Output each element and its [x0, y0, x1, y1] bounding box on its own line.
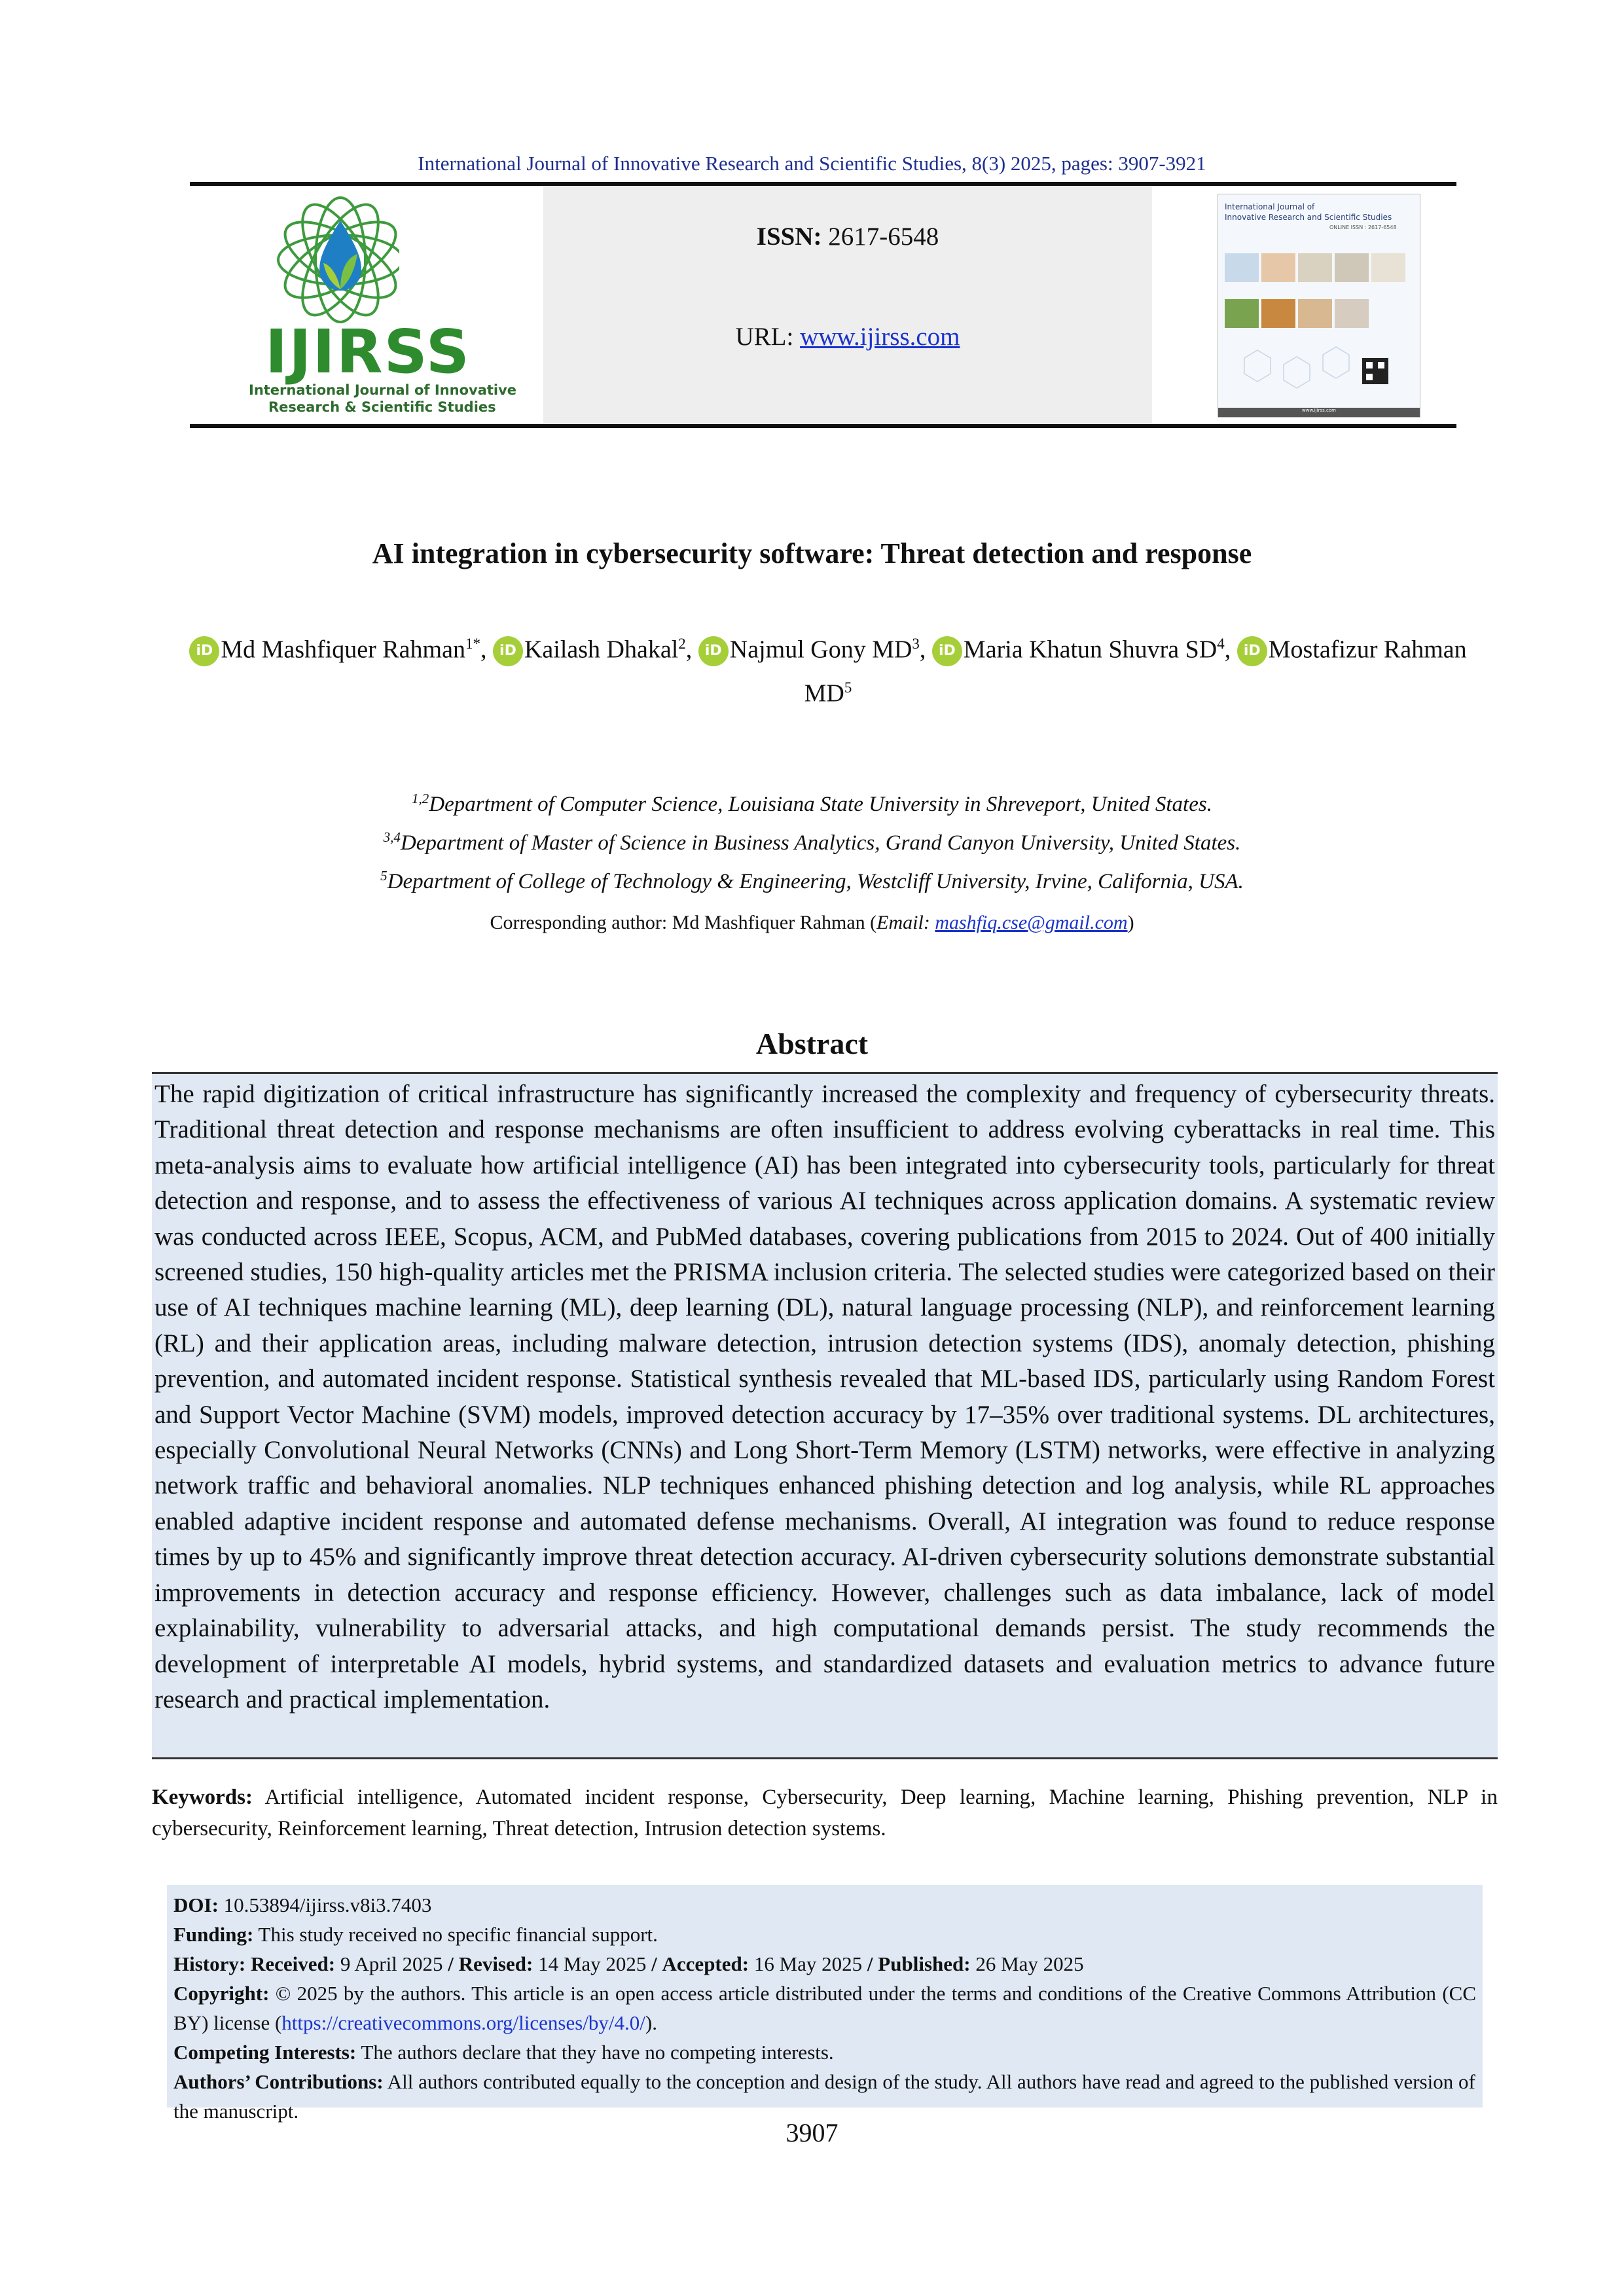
- running-head: International Journal of Innovative Research and Scientific Studies, 8(3) 2025, pages: 3907-3921: [418, 152, 1206, 175]
- logo-subtitle-line1: International Journal of Innovative: [249, 382, 517, 398]
- cover-footer-url: www.ijirss.com: [1302, 408, 1336, 413]
- received-label: Received:: [250, 1952, 336, 1975]
- affiliation-marker: 5: [380, 868, 388, 884]
- orcid-icon[interactable]: iD: [493, 636, 523, 666]
- abstract-heading: Abstract: [755, 1027, 869, 1060]
- ijirss-emblem-icon: [242, 191, 399, 329]
- page-number: 3907: [785, 2118, 839, 2147]
- journal-url-link[interactable]: www.ijirss.com: [800, 323, 960, 351]
- author-name: Najmul Gony MD: [729, 636, 912, 664]
- license-link[interactable]: https://creativecommons.org/licenses/by/4.0/: [281, 2011, 645, 2034]
- revised-date: 14 May 2025: [538, 1952, 647, 1975]
- author-list: [177, 625, 1479, 712]
- competing-value: The authors declare that they have no competing interests.: [361, 2041, 834, 2064]
- competing-label: Competing Interests:: [173, 2041, 357, 2064]
- affiliation-marker: 3,4: [383, 829, 401, 845]
- affiliation-text: Department of Master of Science in Business Analytics, Grand Canyon University, United States.: [400, 831, 1241, 855]
- author-name: Kailash Dhakal: [524, 636, 679, 664]
- received-date: 9 April 2025: [340, 1952, 443, 1975]
- history-separator: /: [448, 1952, 454, 1975]
- affiliation-text: Department of College of Technology & Engineering, Westcliff University, Irvine, California, USA.: [387, 870, 1244, 893]
- author-affiliation-marker: 1*: [465, 636, 480, 652]
- author-separator: ,: [1224, 636, 1237, 664]
- cover-image: [1218, 194, 1420, 418]
- copyright-text: © 2025 by the authors. This article is an open access article distributed under the terms and conditions of the Creative Commons Attribution (CC BY) license (: [173, 1982, 1477, 2034]
- article-title: AI integration in cybersecurity software: Threat detection and response: [372, 537, 1252, 569]
- corresponding-author: [0, 912, 1624, 934]
- orcid-icon[interactable]: iD: [698, 636, 729, 666]
- author-separator: ,: [685, 636, 698, 664]
- abstract-body: The rapid digitization of critical infrastructure has significantly increased the complexity and frequency of cybersecurity threats. Traditional threat detection and response mechanisms are often insufficient to address evolving cyberattacks in real time. This meta-analysis aims to evaluate how artificial intelligence (AI) has been integrated into cybersecurity tools, particularly for threat detection and response, and to assess the effectiveness of various AI techniques across application domains. A systematic review was conducted across IEEE, Scopus, ACM, and PubMed databases, covering publications from 2015 to 2024. Out of 400 initially screened studies, 150 high-quality articles met the PRISMA inclusion criteria. The selected studies were categorized based on their use of AI techniques machine learning (ML), deep learning (DL), natural language processing (NLP), and reinforcement learning (RL) and their application areas, including malware detection, intrusion detection systems (IDS), anomaly detection, phishing prevention, and automated incident response. Statistical synthesis revealed that ML-based IDS, particularly using Random Forest and Support Vector Machine (SVM) models, improved detection accuracy by 17–35% over traditional systems. DL architectures, especially Convolutional Neural Networks (CNNs) and Long Short-Term Memory (LSTM) networks, were effective in analyzing network traffic and behavioral anomalies. NLP techniques enhanced phishing detection and log analysis, while RL approaches enabled adaptive incident response and automated defense mechanisms. Overall, AI integration was found to reduce response times by up to 45% and significantly improve threat detection accuracy. AI-driven cybersecurity solutions demonstrate substantial improvements in detection accuracy and response efficiency. However, challenges such as data imbalance, lack of model explainability, vulnerability to adversarial attacks, and high computational demands persist. The study recommends the development of interpretable AI models, hybrid systems, and standardized datasets and evaluation metrics to advance future research and practical implementation.: [152, 1074, 1498, 1759]
- affiliation-line: [0, 782, 1624, 821]
- corresponding-suffix: ): [1127, 912, 1134, 933]
- article-metadata-box: [167, 1885, 1483, 2123]
- journal-cover-thumbnail: [1152, 186, 1456, 424]
- copyright-row: [173, 1979, 1476, 2037]
- competing-interests-row: [173, 2037, 1476, 2067]
- author-affiliation-marker: 2: [678, 636, 686, 652]
- cover-photo-collage-icon: [1218, 194, 1420, 418]
- affiliation-line: [0, 821, 1624, 859]
- logo-subtitle-line2: Research & Scientific Studies: [268, 399, 496, 415]
- doi-label: DOI:: [173, 1893, 219, 1916]
- history-separator: /: [867, 1952, 873, 1975]
- revised-label: Revised:: [458, 1952, 533, 1975]
- author-separator: ,: [480, 636, 493, 664]
- issn-label: ISSN:: [756, 223, 822, 251]
- affiliation-marker: 1,2: [412, 791, 429, 806]
- author-name: Md Mashfiquer Rahman: [221, 636, 465, 664]
- keywords-label: Keywords:: [152, 1785, 253, 1809]
- journal-logo: [190, 186, 543, 424]
- email-label: Email:: [876, 912, 930, 933]
- author-name: Mostafizur Rahman MD: [804, 636, 1467, 708]
- copyright-label: Copyright:: [173, 1982, 270, 2005]
- published-label: Published:: [878, 1952, 971, 1975]
- orcid-icon[interactable]: iD: [932, 636, 962, 666]
- keywords-text: Artificial intelligence, Automated incident response, Cybersecurity, Deep learning, Machine learning, Phishing prevention, NLP in cybersecurity, Reinforcement learning, Threat detection, Intrusion detection systems.: [152, 1785, 1498, 1840]
- funding-label: Funding:: [173, 1923, 254, 1946]
- orcid-icon[interactable]: iD: [1237, 636, 1267, 666]
- corresponding-prefix: Corresponding author: Md Mashfiquer Rahman (: [490, 912, 877, 933]
- issn-line: [543, 222, 1152, 251]
- author-affiliation-marker: 4: [1217, 636, 1225, 652]
- author-affiliation-marker: 5: [844, 679, 852, 696]
- author-separator: ,: [919, 636, 932, 664]
- accepted-label: Accepted:: [662, 1952, 749, 1975]
- logo-wordmark: IJIRSS: [265, 317, 471, 387]
- journal-info-panel: [543, 186, 1152, 424]
- history-label: History:: [173, 1952, 246, 1975]
- published-date: 26 May 2025: [975, 1952, 1084, 1975]
- orcid-icon[interactable]: iD: [189, 636, 219, 666]
- funding-row: [173, 1920, 1476, 1949]
- accepted-date: 16 May 2025: [753, 1952, 863, 1975]
- author-affiliation-marker: 3: [912, 636, 920, 652]
- copyright-end: ).: [645, 2011, 657, 2034]
- journal-masthead: [190, 182, 1456, 428]
- cover-title-line2: Innovative Research and Scientific Studies: [1225, 213, 1392, 222]
- history-separator: /: [651, 1952, 657, 1975]
- doi-row: [173, 1890, 1476, 1920]
- url-label: URL:: [735, 323, 794, 351]
- contrib-value: All authors contributed equally to the conception and design of the study. All authors have read and agreed to the published version of the manuscript.: [173, 2070, 1475, 2123]
- cover-footer-bar: [1218, 408, 1420, 417]
- issn-value: 2617-6548: [828, 223, 939, 251]
- affiliations: [0, 782, 1624, 898]
- cover-title-line1: International Journal of: [1225, 202, 1315, 211]
- funding-value: This study received no specific financial support.: [258, 1923, 658, 1946]
- contrib-label: Authors’ Contributions:: [173, 2070, 384, 2093]
- history-row: [173, 1949, 1476, 1979]
- keywords: [152, 1782, 1498, 1844]
- cover-issn: ONLINE ISSN : 2617-6548: [1329, 224, 1397, 230]
- affiliation-line: [0, 859, 1624, 898]
- url-line: [543, 322, 1152, 351]
- corresponding-email-link[interactable]: mashfiq.cse@gmail.com: [935, 912, 1128, 933]
- author-name: Maria Khatun Shuvra SD: [963, 636, 1218, 664]
- affiliation-text: Department of Computer Science, Louisiana State University in Shreveport, United States.: [429, 793, 1212, 816]
- doi-value: 10.53894/ijirss.v8i3.7403: [223, 1893, 432, 1916]
